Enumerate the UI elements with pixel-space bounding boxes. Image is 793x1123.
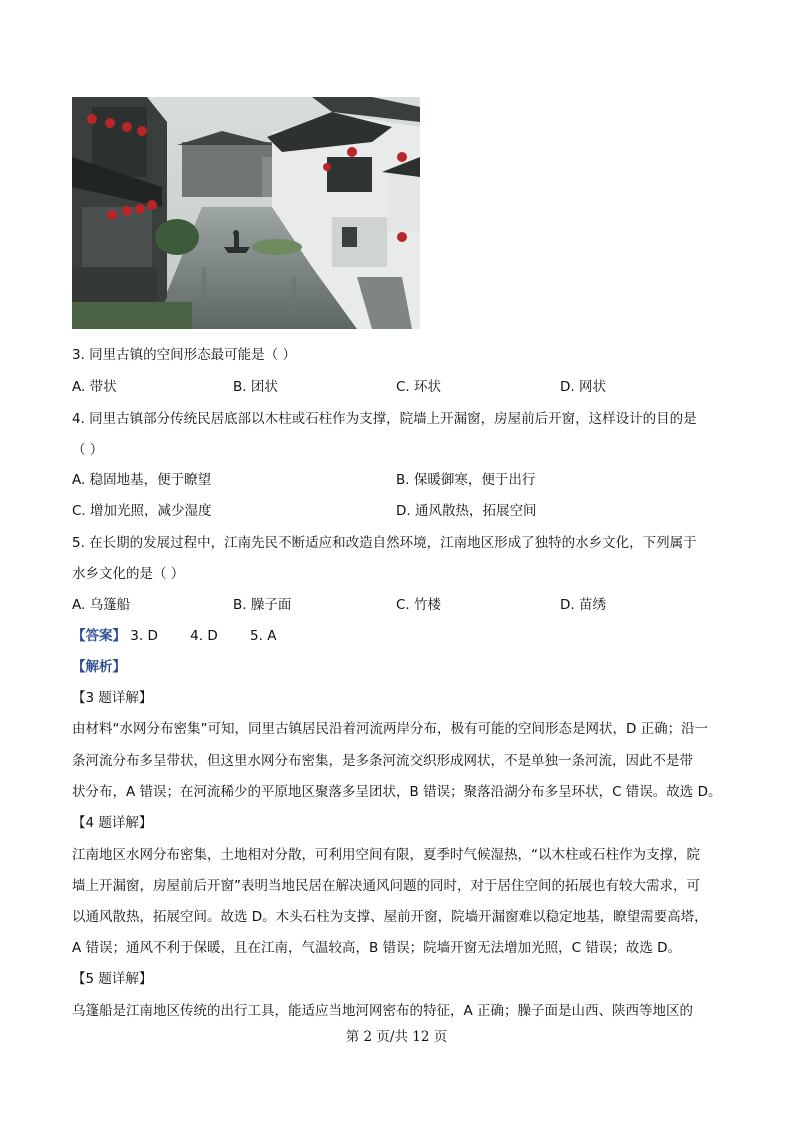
detail-3-line: 由材料“水网分布密集”可知，同里古镇居民沿着河流两岸分布，极有可能的空间形态是网状，D 正确；沿一 [72, 721, 709, 737]
q3-option-b: B. 团状 [233, 379, 278, 395]
question-4-stem: 4. 同里古镇部分传统民居底部以木柱或石柱作为支撑，院墙上开漏窗，房屋前后开窗，这样设计的目的是 [72, 411, 697, 427]
analysis-label: 【解析】 [72, 659, 126, 675]
detail-5-line: 乌篷船是江南地区传统的出行工具，能适应当地河网密布的特征，A 正确；臊子面是山西、陕西等地区的 [72, 1003, 694, 1019]
q3-option-a: A. 带状 [72, 379, 117, 395]
detail-4-line: 墙上开漏窗，房屋前后开窗”表明当地民居在解决通风问题的同时，对于居住空间的拓展也有较大需求，可 [72, 878, 700, 894]
q3-option-d: D. 网状 [560, 379, 606, 395]
question-4-stem-cont: （ ） [72, 442, 104, 458]
q4-option-d: D. 通风散热，拓展空间 [396, 503, 537, 519]
question-3-stem: 3. 同里古镇的空间形态最可能是（ ） [72, 347, 296, 363]
detail-4-line: 江南地区水网分布密集，土地相对分散，可利用空间有限，夏季时气候湿热，“以木柱或石柱作为支撑，院 [72, 847, 700, 863]
answer-value: 4. D [190, 628, 218, 644]
answer-value: 3. D [130, 628, 158, 644]
question-5-stem: 5. 在长期的发展过程中，江南先民不断适应和改造自然环境，江南地区形成了独特的水乡文化，下列属于 [72, 535, 697, 551]
detail-3-line: 条河流分布多呈带状，但这里水网分布密集，是多条河流交织形成网状，不是单独一条河流，因此不是带 [72, 753, 693, 769]
q4-option-a: A. 稳固地基，便于瞭望 [72, 472, 212, 488]
detail-4-line: A 错误；通风不利于保暖，且在江南，气温较高，B 错误；院墙开窗无法增加光照，C 错误；故选 D。 [72, 940, 681, 956]
detail-5-heading: 【5 题详解】 [72, 971, 153, 987]
q3-option-c: C. 环状 [396, 379, 442, 395]
page-footer: 第 2 页/共 12 页 [345, 1029, 448, 1045]
answer-value: 5. A [250, 628, 277, 644]
q5-option-a: A. 乌篷船 [72, 597, 131, 613]
q4-option-b: B. 保暖御寒，便于出行 [396, 472, 536, 488]
detail-4-line: 以通风散热，拓展空间。故选 D。木头石柱为支撑、屋前开窗，院墙开漏窗难以稳定地基，瞭望需要高塔， [72, 909, 708, 925]
detail-4-heading: 【4 题详解】 [72, 815, 153, 831]
detail-3-line: 状分布，A 错误；在河流稀少的平原地区聚落多呈团状，B 错误；聚落沿湖分布多呈环状，C 错误。故选 D。 [72, 784, 722, 800]
answer-line [72, 626, 304, 646]
q5-option-d: D. 苗绣 [560, 597, 606, 613]
canal-town-photo [72, 97, 420, 329]
answer-label: 【答案】 [72, 628, 126, 644]
q4-option-c: C. 增加光照，减少湿度 [72, 503, 212, 519]
q5-option-b: B. 臊子面 [233, 597, 292, 613]
question-5-stem-cont: 水乡文化的是（ ） [72, 566, 185, 582]
q5-option-c: C. 竹楼 [396, 597, 442, 613]
detail-3-heading: 【3 题详解】 [72, 690, 153, 706]
